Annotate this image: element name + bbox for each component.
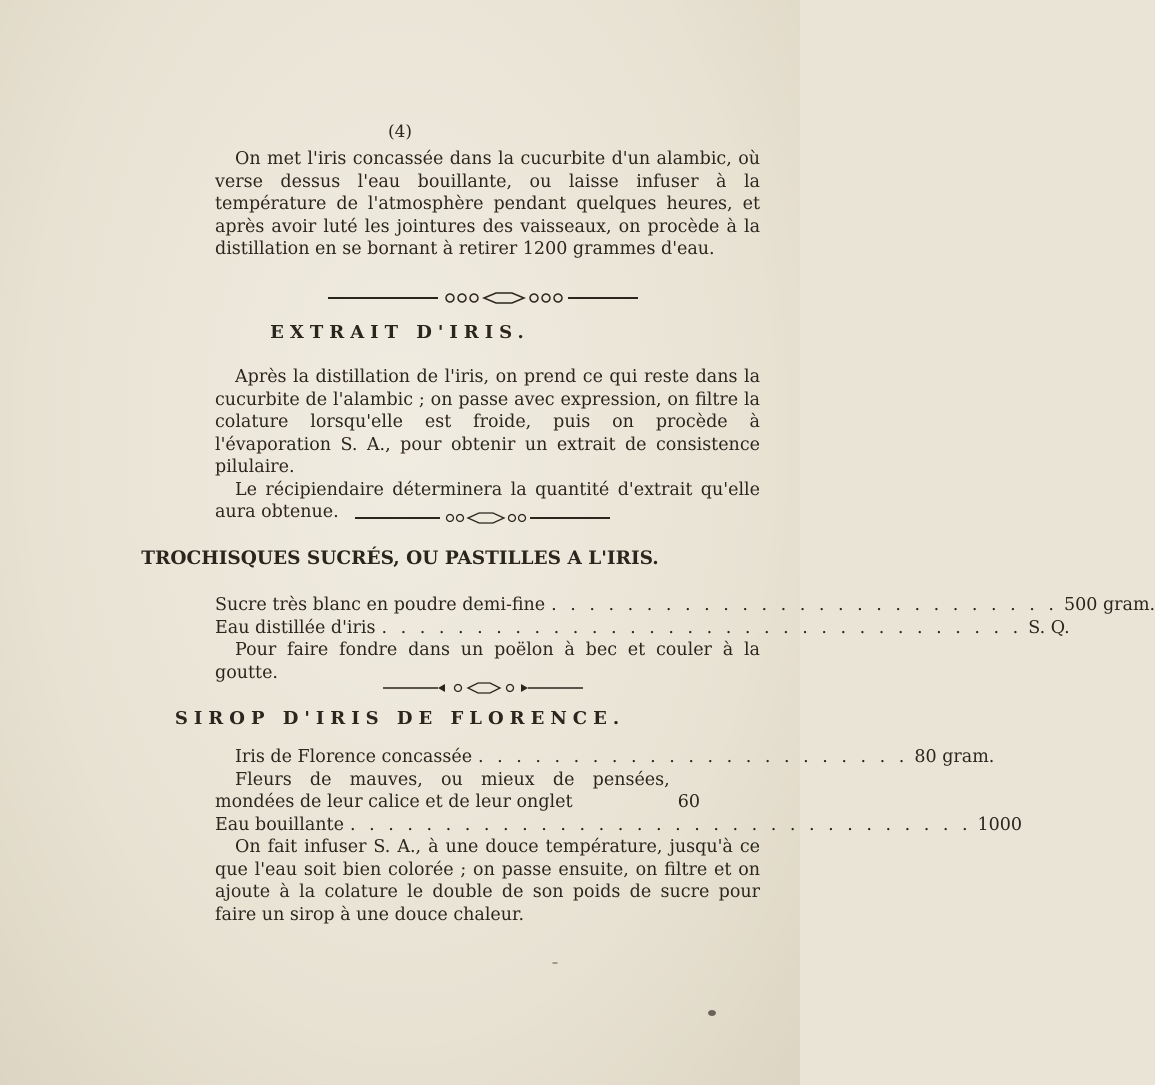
ingredient-row xyxy=(215,746,995,769)
dot-leader: . . . . . . . . . . . . . . . . . . . . . . . . . . . . . . . . . . xyxy=(381,617,1023,638)
page-number: (4) xyxy=(387,122,413,142)
ingredient-label: Fleurs de mauves, ou mieux de pensées, mondées de leur calice et de leur onglet xyxy=(215,769,670,812)
ingredient-label: Eau bouillante xyxy=(215,814,344,835)
ingredient-row xyxy=(215,814,1023,837)
ornament-rule-1 xyxy=(328,292,638,304)
ingredient-row xyxy=(215,769,760,814)
intro-paragraph: On met l'iris concassée dans la cucurbite d'un alambic, où verse dessus l'eau bouillante, ou laisse infuser à la température de l'atmosphère pendant quelques heures, et après avoir luté les jointures des vaisseaux, on procède à la distillation en se bornant à retirer 1200 grammes d'eau. xyxy=(215,149,760,259)
ingredient-label: Sucre très blanc en poudre demi-fine xyxy=(215,595,546,615)
ingredient-quantity: 80 gram. xyxy=(914,747,995,767)
extrait-paragraph-1: Après la distillation de l'iris, on prend ce qui reste dans la cucurbite de l'alambic ; on passe avec expression, on filtre la colature lorsqu'elle est froide, puis on procède à l'évaporation S. A., pour obtenir un extrait de consistence pilulaire. xyxy=(215,367,760,477)
trochisques-section xyxy=(215,594,1155,684)
ingredient-quantity: 500 gram. xyxy=(1064,595,1155,615)
extrait-paragraph-2: Le récipiendaire déterminera la quantité d'extrait qu'elle aura obtenue. xyxy=(215,479,760,522)
dot-leader: . . . . . . . . . . . . . . . . . . . . . . . . . . . . . . . . . xyxy=(349,814,972,835)
ingredient-quantity: S. Q. xyxy=(1028,617,1070,638)
ingredient-row xyxy=(215,594,1155,617)
ornament-rule-3 xyxy=(383,682,583,694)
ornament-rule-2 xyxy=(355,512,610,524)
dot-leader: . . . . . . . . . . . . . . . . . . . . . . . . . . . xyxy=(551,595,1058,615)
section-title-trochisques: TROCHISQUES SUCRÉS, OU PASTILLES A L'IRIS. xyxy=(141,548,659,569)
ink-spot xyxy=(552,962,558,964)
dot-leader: . . . . . . . . . . . . . . . . . . . . . . . xyxy=(478,747,909,767)
intro-section xyxy=(215,148,760,261)
ingredient-label: Eau distillée d'iris xyxy=(215,617,376,638)
section-title-extrait: EXTRAIT D'IRIS. xyxy=(270,322,530,343)
sirop-paragraph: On fait infuser S. A., à une douce température, jusqu'à ce que l'eau soit bien colorée ; on passe ensuite, on filtre et on ajoute à la colature le double de son poids de sucre pour faire un sirop à une douce chaleur. xyxy=(215,837,760,925)
sirop-section xyxy=(215,746,1023,926)
trochisques-instruction: Pour faire fondre dans un poëlon à bec et couler à la goutte. xyxy=(215,640,760,683)
ingredient-quantity: 1000 xyxy=(977,814,1023,835)
ingredient-quantity: 60 xyxy=(677,792,700,812)
section-title-sirop: SIROP D'IRIS DE FLORENCE. xyxy=(174,708,626,729)
ingredient-row xyxy=(215,617,1070,640)
extrait-section xyxy=(215,366,760,524)
ingredient-label: Iris de Florence concassée xyxy=(235,747,473,767)
ink-spot xyxy=(708,1010,716,1016)
